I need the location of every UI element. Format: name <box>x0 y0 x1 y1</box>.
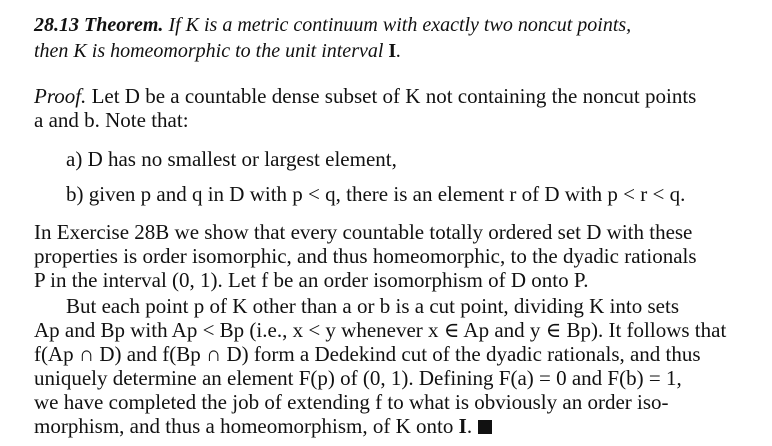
theorem-text-2: then K is homeomorphic to the unit interval <box>34 40 389 62</box>
list-item-a: a) D has no smallest or largest element, <box>66 147 397 171</box>
theorem-line-1 <box>34 13 631 37</box>
proof-line-2: a and b. Note that: <box>34 108 189 132</box>
paragraph-2-line-5: we have completed the job of extending f to what is obviously an order iso- <box>34 390 669 414</box>
paragraph-1-line-3: P in the interval (0, 1). Let f be an order isomorphism of D onto P. <box>34 268 589 292</box>
last-line-text: morphism, and thus a homeomorphism, of K onto <box>34 414 459 438</box>
paragraph-2-line-6 <box>34 414 492 438</box>
paragraph-2-line-2: Ap and Bp with Ap < Bp (i.e., x < y whenever x ∈ Ap and y ∈ Bp). It follows that <box>34 318 727 342</box>
last-line-period: . <box>466 414 473 438</box>
theorem-period: . <box>396 40 402 62</box>
paragraph-2-line-3: f(Ap ∩ D) and f(Bp ∩ D) form a Dedekind cut of the dyadic rationals, and thus <box>34 342 701 366</box>
theorem-line-2 <box>34 39 401 63</box>
theorem-text-1: If K is a metric continuum with exactly two noncut points, <box>168 14 632 36</box>
list-item-b: b) given p and q in D with p < q, there is an element r of D with p < r < q. <box>66 182 686 206</box>
theorem-label: 28.13 Theorem. <box>34 14 164 36</box>
unit-interval-symbol-2: I <box>458 414 467 438</box>
paragraph-2-line-1: But each point p of K other than a or b is a cut point, dividing K into sets <box>66 294 679 318</box>
proof-text-1: Let D be a countable dense subset of K not containing the noncut points <box>91 84 697 108</box>
paragraph-1-line-2: properties is order isomorphic, and thus homeomorphic, to the dyadic rationals <box>34 244 697 268</box>
paragraph-1-line-1: In Exercise 28B we show that every countable totally ordered set D with these <box>34 220 693 244</box>
qed-square-icon <box>478 420 492 434</box>
paragraph-2-line-4: uniquely determine an element F(p) of (0, 1). Defining F(a) = 0 and F(b) = 1, <box>34 366 682 390</box>
proof-label: Proof. <box>34 84 87 108</box>
unit-interval-symbol: I <box>388 40 397 62</box>
proof-line-1 <box>34 84 696 108</box>
